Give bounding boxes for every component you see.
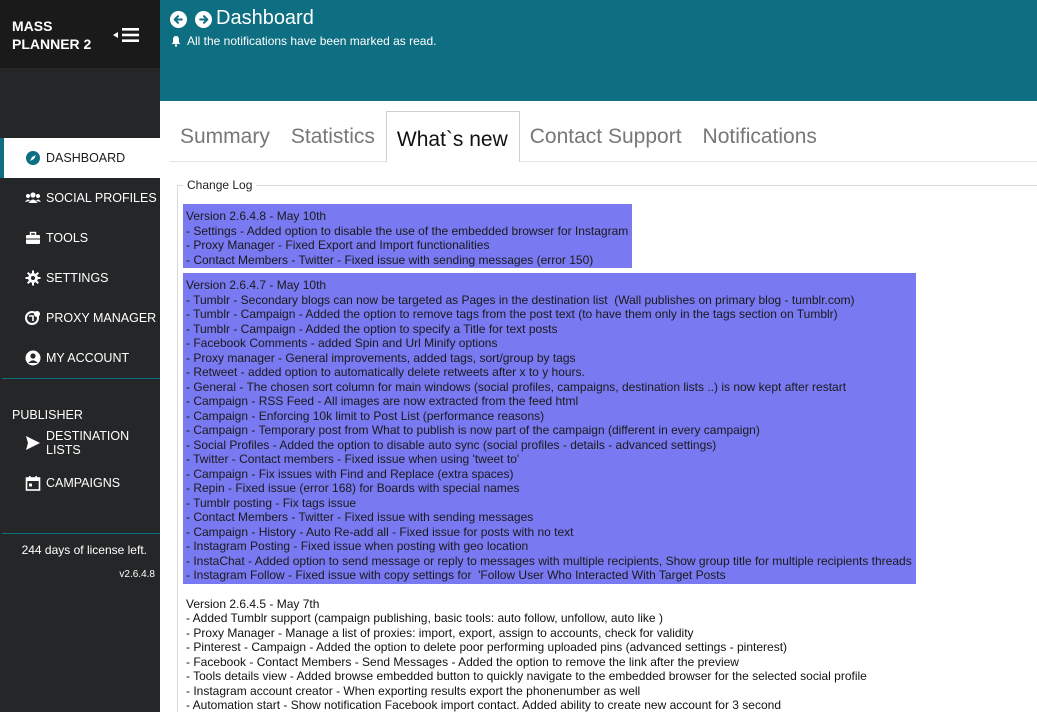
changelog-entry: - Pinterest - Campaign - Added the option to delete poor performing uploaded pins (advanced settings - pinterest) (186, 640, 788, 654)
calendar-icon (25, 475, 41, 491)
changelog-entry: - Retweet - added option to automatically delete retweets after x to y hours. (186, 365, 585, 379)
send-icon (25, 435, 41, 451)
changelog-legend: Change Log (183, 178, 256, 192)
changelog-entry: - Social Profiles - Added the option to disable auto sync (social profiles - details - advanced settings) (186, 437, 717, 452)
changelog-entry: - Facebook - Contact Members - Send Messages - Added the option to remove the link after the preview (186, 654, 739, 669)
changelog-entry: - Campaign - Enforcing 10k limit to Post List (performance reasons) (186, 408, 545, 423)
back-arrow-icon[interactable] (170, 11, 187, 28)
license-status: 244 days of license left. (21, 543, 147, 557)
compass-icon (25, 150, 41, 166)
changelog-entry: - General - The chosen sort column for main windows (social profiles, campaigns, destination lists ..) is now kept after restart (186, 379, 847, 394)
changelog-entry: - Proxy manager - General improvements, added tags, sort/group by tags (186, 350, 576, 365)
changelog-entry: - Added Tumblr support (campaign publishing, basic tools: auto follow, unfollow, auto like ) (186, 611, 663, 625)
changelog-entry: - InstaChat - Added option to send message or reply to messages with multiple recipients, Show group title for multiple recipients threads (186, 553, 912, 568)
sidebar-item-label: TOOLS (46, 231, 89, 245)
sidebar-item-settings[interactable] (0, 258, 160, 298)
proxy-icon (25, 310, 41, 326)
sidebar-item-label: PROXY MANAGER (46, 311, 157, 325)
changelog-entry: - Facebook Comments - added Spin and Url Minify options (186, 336, 498, 350)
changelog-entry: - Contact Members - Twitter - Fixed issue with sending messages (error 150) (186, 252, 594, 267)
changelog-version-heading: Version 2.6.4.8 - May 10th (186, 209, 327, 223)
brand-header (0, 0, 160, 68)
changelog-entry: - Instagram account creator - When exporting results export the phonenumber as well (186, 683, 641, 698)
changelog-entry: - Contact Members - Twitter - Fixed issue with sending messages (186, 510, 534, 524)
changelog-entry: - Automation start - Show notification Facebook import contact. Added ability to create new account for 3 second (186, 698, 781, 712)
changelog-entry: - Tumblr - Campaign - Added the option to remove tags from the post text (to have them only in the tags section on Tumblr) (186, 307, 838, 321)
sidebar-item-label: SOCIAL PROFILES (46, 191, 157, 205)
changelog-entry: - Proxy Manager - Manage a list of proxies: import, export, assign to accounts, check for validity (186, 625, 694, 640)
changelog-version-block (183, 589, 871, 712)
changelog-entry: - Campaign - Temporary post from What to publish is now part of the campaign (different in every campaign) (186, 423, 760, 437)
notification-text: All the notifications have been marked as read. (187, 34, 437, 48)
tab-whats-new[interactable]: What`s new (386, 111, 520, 162)
publisher-section-label: PUBLISHER (12, 408, 83, 422)
changelog-version-block (183, 273, 916, 584)
main-nav (0, 138, 160, 378)
sidebar-item-social-profiles[interactable] (0, 178, 160, 218)
bell-icon (170, 35, 182, 47)
changelog-entry: - Settings - Added option to disable the use of the embedded browser for Instagram (186, 223, 629, 238)
forward-arrow-icon[interactable] (195, 11, 212, 28)
sidebar-item-label: DASHBOARD (46, 151, 126, 165)
changelog-entry: - Campaign - Fix issues with Find and Replace (extra spaces) (186, 466, 514, 481)
tab-contact-support[interactable]: Contact Support (529, 125, 682, 148)
sidebar-item-label: CAMPAIGNS (46, 476, 121, 490)
sidebar-item-my-account[interactable] (0, 338, 160, 378)
tab-bar (170, 112, 828, 162)
sidebar-divider (2, 533, 160, 534)
top-header (160, 0, 1037, 101)
tab-statistics[interactable]: Statistics (290, 125, 375, 148)
changelog-list[interactable] (183, 204, 1033, 712)
publisher-nav (0, 423, 160, 503)
menu-toggle-button[interactable] (113, 26, 143, 44)
sidebar-item-label: DESTINATION LISTS (46, 429, 130, 457)
page-title: Dashboard (216, 7, 314, 29)
changelog-entry: - Instagram Follow - Fixed issue with copy settings for 'Follow User Who Interacted With Target Posts (186, 568, 726, 582)
changelog-entry: - Tools details view - Added browse embedded button to quickly navigate to the embedded browser for the selected social profile (186, 669, 867, 683)
sidebar-divider (2, 378, 160, 379)
sidebar-item-destination-lists[interactable] (0, 423, 160, 463)
changelog-version-heading: Version 2.6.4.5 - May 7th (186, 596, 320, 611)
sidebar-item-campaigns[interactable] (0, 463, 160, 503)
changelog-entry: - Tumblr - Secondary blogs can now be targeted as Pages in the destination list (Wall publishes on primary blog - tumblr.com) (186, 292, 855, 307)
hamburger-icon (113, 26, 143, 44)
history-nav (170, 11, 212, 28)
changelog-entry: - Twitter - Contact members - Fixed issue when using 'tweet to' (186, 452, 520, 466)
changelog-entry: - Tumblr - Campaign - Added the option to specify a Title for text posts (186, 321, 558, 336)
app-logo-text: MASS PLANNER 2 (12, 18, 92, 52)
changelog-entry: - Proxy Manager - Fixed Export and Import functionalities (186, 238, 490, 252)
tab-notifications[interactable]: Notifications (702, 125, 817, 148)
users-icon (25, 190, 41, 206)
changelog-version-heading: Version 2.6.4.7 - May 10th (186, 278, 327, 292)
whats-new-panel (171, 162, 1037, 712)
changelog-entry: - Campaign - RSS Feed - All images are now extracted from the feed html (186, 394, 579, 408)
tab-summary[interactable]: Summary (180, 125, 270, 148)
changelog-version-block (183, 204, 632, 268)
sidebar-item-label: MY ACCOUNT (46, 351, 130, 365)
sidebar (0, 0, 160, 712)
sidebar-item-tools[interactable] (0, 218, 160, 258)
changelog-entry: - Instagram Posting - Fixed issue when posting with geo location (186, 539, 529, 553)
app-version: v2.6.4.8 (119, 569, 155, 580)
toolbox-icon (25, 230, 41, 246)
changelog-entry: - Campaign - History - Auto Re-add all - Fixed issue for posts with no text (186, 524, 574, 539)
gear-icon (25, 270, 41, 286)
account-icon (25, 350, 41, 366)
sidebar-item-proxy-manager[interactable] (0, 298, 160, 338)
sidebar-item-dashboard[interactable] (0, 138, 160, 178)
notification-message (170, 34, 436, 48)
sidebar-item-label: SETTINGS (46, 271, 109, 285)
changelog-entry: - Repin - Fixed issue (error 168) for Boards with special names (186, 481, 520, 495)
changelog-entry: - Tumblr posting - Fix tags issue (186, 495, 357, 510)
